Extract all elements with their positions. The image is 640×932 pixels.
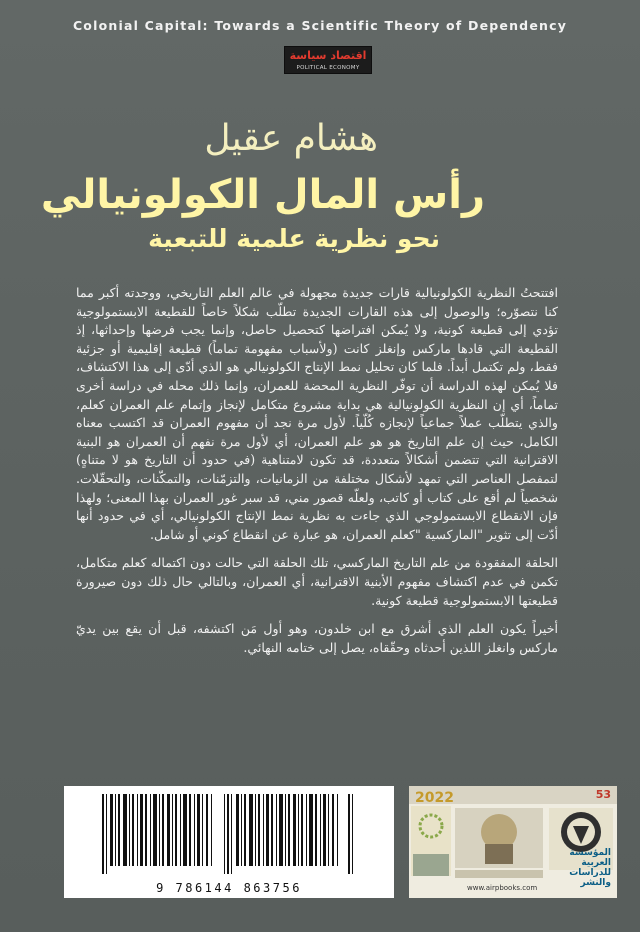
publisher-url: www.airpbooks.com xyxy=(467,884,538,892)
book-subtitle: نحو نظرية علمية للتبعية xyxy=(148,224,440,253)
series-logo xyxy=(284,46,372,74)
stamp-year: 2022 xyxy=(415,790,454,806)
book-title: رأس المال الكولونيالي xyxy=(40,172,485,218)
barcode-bars-icon xyxy=(102,794,356,874)
series-logo-subtext: POLITICAL ECONOMY xyxy=(296,65,360,71)
blurb-text xyxy=(76,284,558,667)
author-name: هشام عقيل xyxy=(204,118,378,159)
blurb-paragraph: الحلقة المفقودة من علم التاريخ الماركسي، تلك الحلقة التي حالت دون اكتماله كعلم متكامل، تكمن في عدم اكتشاف مفهوم الأبنية الاقترانية، أي العمران، وبالتالي حال ذلك دون صيرورة قطيعتها الابستمولوجية قطيعة كونية. xyxy=(76,555,558,608)
blurb-paragraph: أخيراً يكون العلم الذي أشرق مع ابن خلدون، وهو أول مَن اكتشفه، قبل أن يقع بين يديّ ماركس وانغلز اللذين أحدثاه وحقّقاه، يصل إلى ختامه النهائي. xyxy=(76,621,558,655)
stamp-price: 53 xyxy=(595,788,611,801)
isbn-barcode xyxy=(64,786,394,898)
blurb-paragraph: افتتحتُ النظرية الكولونيالية قارات جديدة مجهولة في عالم العلم التاريخي، ووجدته أكبر مما كنا نتصوّره؛ والوصول إلى هذه القارات الجديدة تطلّب شكلاً خاصاً للقطيعة الابستمولوجية تؤدي إلى قطيعة كونية، ولا يُمكن افتراضها كتحصيل حاصل، وإنما يجب فرضها وإحداثها، إذ القطيعة التي قادها ماركس وإنغلز كانت (ولأسباب مفهومة تماماً) قطيعة إقليمية أو جزئية فقط، ولم تكتمل أبداً. فلما كان تحليل نمط الإنتاج الكولونيالي هو الذي أدّى إلى هذا الاكتشاف، فلا يُمكن لهذه الدراسة أن توفّر النظرية المحضة للعمران، وإنما ذلك محله في دراسة أخرى تماماً، أي إن النظرية الكولونيالية هي بداية مشروع متكامل لإنجاز وإتمام علم العمران كعلم، والذي يتطلّب عملاً جماعياً لإنجازه كُلّياً. لأول مرة نجد أن مفهوم العمران قد اكتسب معناه الكامل، حيث إن علم التاريخ هو هو علم العمران، أي لأول مرة نفهم أن العمران هو البنية الاقترانية التي تتضمن أشكالاً متعددة، قد تكون لامتناهية (في حدود أن التاريخ هو لا متناهٍ) لتمفصل العناصر التي تمهد لأشكال مختلفة من الزمانيات، والتزمّنات، والتمكّنات، والتحقّلات. شخصياً لم أقع على كتاب أو كاتب، ولعلّه قصور مني، قد سبر غور العمران بهذا المعنى؛ ولهذا فإن الانقطاع الابستمولوجي الذي جاءت به نظرية نمط الإنتاج الكولونيالي، أي في حدود أنها أدّت إلى تثوير "الماركسية "كعلم العمران، هو عبارة عن انقطاع كوني أو شامل. xyxy=(76,285,558,542)
series-logo-text: اقتصاد سياسة xyxy=(289,49,367,62)
isbn-number: 9 786144 863756 xyxy=(156,881,302,895)
publisher-stamp xyxy=(409,786,617,898)
publisher-name: المؤسسة العربية للدراسات والنشر xyxy=(569,848,611,888)
english-title: Colonial Capital: Towards a Scientific Theory of Dependency xyxy=(72,18,568,33)
